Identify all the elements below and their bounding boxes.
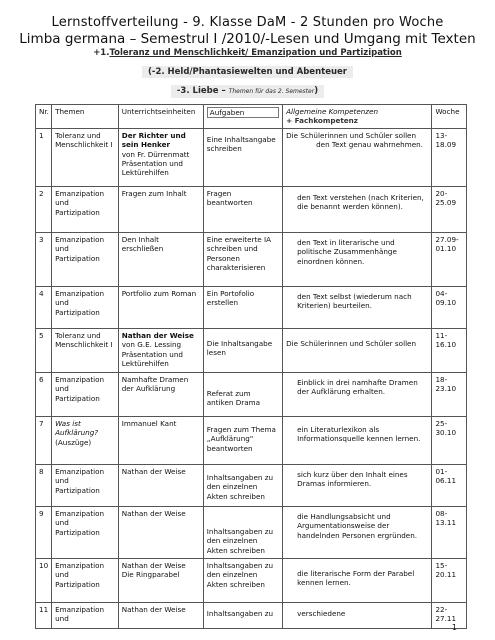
row-kompetenz: Die Schülerinnen und Schüler sollen bbox=[283, 328, 432, 372]
row-thema: Emanzipation und Partizipation bbox=[52, 558, 119, 602]
table-row bbox=[36, 232, 467, 286]
row-aufgabe: Inhaltsangaben zu den einzelnen Akten schreiben bbox=[203, 464, 282, 506]
row-kompetenz-b: den Text genau wahrnehmen. bbox=[316, 140, 423, 150]
row-einheit-title: Der Richter und sein Henker bbox=[121, 130, 186, 150]
row-einheit-rest: von Fr. Dürrenmatt Präsentation und Lektürehilfen bbox=[121, 149, 190, 178]
row-einheit: Nathan der Weise bbox=[118, 464, 203, 506]
row-aufgabe: Inhaltsangaben zu bbox=[203, 602, 282, 628]
table-row bbox=[36, 286, 467, 328]
row-kompetenz: die Handlungsabsicht und Argumentationsweise der handelnden Personen ergründen. bbox=[283, 506, 432, 558]
row-nr: 7 bbox=[36, 416, 52, 464]
row-aufgabe: Ein Portofolio erstellen bbox=[203, 286, 282, 328]
row-einheit: Nathan der Weise bbox=[118, 506, 203, 558]
row-aufgabe: Fragen beantworten bbox=[203, 186, 282, 232]
row-thema: Toleranz und Menschlichkeit I bbox=[52, 128, 119, 186]
table-row bbox=[36, 416, 467, 464]
title-line-2: Limba germana – Semestrul I /2010/-Lesen und Umgang mit Texten bbox=[19, 31, 476, 47]
row-thema: Emanzipation und Partizipation bbox=[52, 372, 119, 416]
row-woche: 01-06.11 bbox=[432, 464, 467, 506]
row-kompetenz: den Text verstehen (nach Kriterien, die benannt werden können). bbox=[283, 186, 432, 232]
table-row bbox=[36, 464, 467, 506]
row-thema: Toleranz und Menschlichkeit I bbox=[52, 328, 119, 372]
topic-3-end: ) bbox=[314, 86, 319, 96]
row-nr: 5 bbox=[36, 328, 52, 372]
row-kompetenz-a: Die Schülerinnen und Schüler sollen bbox=[286, 130, 417, 140]
table-row bbox=[36, 186, 467, 232]
header-fachkompetenz: + Fachkompetenz bbox=[286, 116, 358, 126]
row-einheit bbox=[118, 128, 203, 186]
header-aufgaben-label: Aufgaben bbox=[207, 107, 279, 118]
row-thema: Emanzipation und Partizipation bbox=[52, 506, 119, 558]
topic-line-1 bbox=[0, 48, 495, 59]
row-kompetenz: ein Literaturlexikon als Informationsquelle kennen lernen. bbox=[283, 416, 432, 464]
row-einheit-rest: von G.E. Lessing Präsentation und Lektürehilfen bbox=[121, 340, 183, 369]
table-row bbox=[36, 372, 467, 416]
row-thema-italic: Was ist Aufklärung? bbox=[55, 418, 99, 438]
row-kompetenz: sich kurz über den Inhalt eines Dramas informieren. bbox=[283, 464, 432, 506]
row-woche: 18-23.10 bbox=[432, 372, 467, 416]
row-aufgabe: Inhaltsangaben zu den einzelnen Akten schreiben bbox=[203, 558, 282, 602]
row-einheit: Namhafte Dramen der Aufklärung bbox=[118, 372, 203, 416]
page-number: 1 bbox=[451, 623, 457, 632]
row-einheit: Immanuel Kant bbox=[118, 416, 203, 464]
table-header-row bbox=[36, 105, 467, 129]
row-woche: 25-30.10 bbox=[432, 416, 467, 464]
row-aufgabe: Fragen zum Thema „Aufklärung" beantworten bbox=[203, 416, 282, 464]
row-kompetenz: verschiedene bbox=[283, 602, 432, 628]
row-woche: 11-16.10 bbox=[432, 328, 467, 372]
row-nr: 4 bbox=[36, 286, 52, 328]
table-row bbox=[36, 128, 467, 186]
row-nr: 3 bbox=[36, 232, 52, 286]
header-kompetenzen-label: Allgemeine Kompetenzen bbox=[286, 107, 379, 116]
row-aufgabe: Eine erweiterte IA schreiben und Personen charakterisieren bbox=[203, 232, 282, 286]
topic-prefix: +1. bbox=[93, 48, 110, 58]
row-nr: 1 bbox=[36, 128, 52, 186]
row-einheit: Fragen zum Inhalt bbox=[118, 186, 203, 232]
topic-3-main: -3. Liebe – bbox=[176, 86, 226, 96]
row-woche: 15-20.11 bbox=[432, 558, 467, 602]
row-woche: 04-09.10 bbox=[432, 286, 467, 328]
row-kompetenz: den Text selbst (wiederum nach Kriterien) beurteilen. bbox=[283, 286, 432, 328]
row-kompetenz bbox=[283, 128, 432, 186]
row-nr: 2 bbox=[36, 186, 52, 232]
row-woche: 22-27.11 bbox=[432, 602, 467, 628]
row-thema bbox=[52, 416, 119, 464]
row-kompetenz: Einblick in drei namhafte Dramen der Aufklärung erhalten. bbox=[283, 372, 432, 416]
row-thema: Emanzipation und Partizipation bbox=[52, 286, 119, 328]
header-kompetenzen bbox=[283, 105, 432, 129]
topic-text: Toleranz und Menschlichkeit/ Emanzipation und Partizipation bbox=[109, 48, 402, 58]
row-kompetenz: den Text in literarische und politische Zusammenhänge einordnen können. bbox=[283, 232, 432, 286]
row-thema: Emanzipation und Partizipation bbox=[52, 232, 119, 286]
header-woche: Woche bbox=[432, 105, 467, 129]
row-nr: 8 bbox=[36, 464, 52, 506]
row-nr: 11 bbox=[36, 602, 52, 628]
row-thema: Emanzipation und bbox=[52, 602, 119, 628]
row-aufgabe: Eine Inhaltsangabe schreiben bbox=[203, 128, 282, 186]
row-einheit: Nathan der Weise Die Ringparabel bbox=[118, 558, 203, 602]
row-nr: 9 bbox=[36, 506, 52, 558]
row-einheit-title: Nathan der Weise bbox=[121, 330, 194, 340]
row-woche: 27.09-01.10 bbox=[432, 232, 467, 286]
row-aufgabe: Referat zum antiken Drama bbox=[203, 372, 282, 416]
row-einheit: Nathan der Weise bbox=[118, 602, 203, 628]
header-einheiten: Unterrichtseinheiten bbox=[118, 105, 203, 129]
topic-line-2: (-2. Held/Phantasiewelten und Abenteuer bbox=[142, 66, 353, 78]
table-row bbox=[36, 602, 467, 628]
title-line-1: Lernstoffverteilung - 9. Klasse DaM - 2 Stunden pro Woche bbox=[51, 15, 444, 30]
row-thema-extra: (Auszüge) bbox=[55, 437, 92, 447]
document-header bbox=[0, 14, 495, 98]
table-row bbox=[36, 558, 467, 602]
header-themen: Themen bbox=[52, 105, 119, 129]
row-aufgabe: Die Inhaltsangabe lesen bbox=[203, 328, 282, 372]
row-woche: 20-25.09 bbox=[432, 186, 467, 232]
row-aufgabe: Inhaltsangaben zu den einzelnen Akten schreiben bbox=[203, 506, 282, 558]
row-nr: 6 bbox=[36, 372, 52, 416]
row-woche: 08-13.11 bbox=[432, 506, 467, 558]
row-nr: 10 bbox=[36, 558, 52, 602]
row-einheit: Portfolio zum Roman bbox=[118, 286, 203, 328]
header-nr: Nr. bbox=[36, 105, 52, 129]
table-row bbox=[36, 506, 467, 558]
row-thema: Emanzipation und Partizipation bbox=[52, 186, 119, 232]
header-aufgaben bbox=[203, 105, 282, 129]
row-einheit bbox=[118, 328, 203, 372]
topic-3-note: Themen für das 2. Semester bbox=[228, 88, 315, 95]
row-einheit: Den Inhalt erschließen bbox=[118, 232, 203, 286]
table-row bbox=[36, 328, 467, 372]
topic-line-3 bbox=[171, 85, 324, 98]
row-kompetenz: die literarische Form der Parabel kennen lernen. bbox=[283, 558, 432, 602]
lesson-plan-table bbox=[35, 104, 467, 629]
row-thema: Emanzipation und Partizipation bbox=[52, 464, 119, 506]
row-woche: 13-18.09 bbox=[432, 128, 467, 186]
